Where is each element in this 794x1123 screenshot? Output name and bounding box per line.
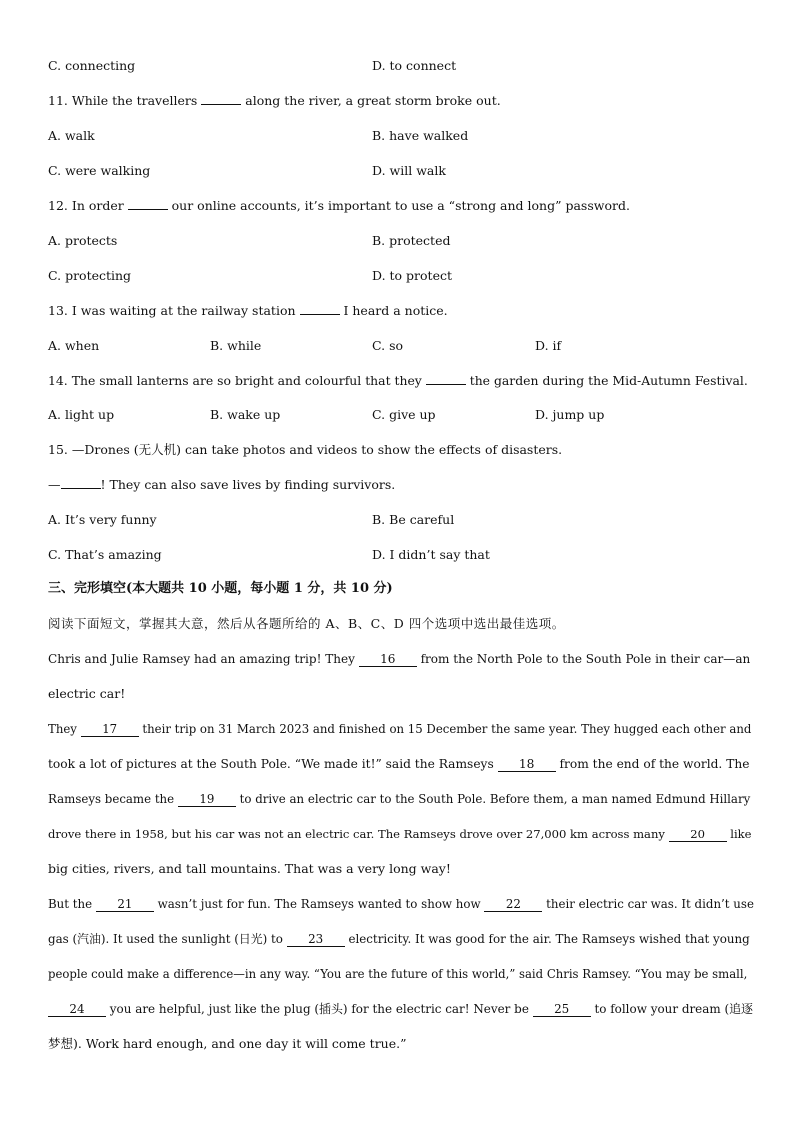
passage-text: drove there in 1958, but his car was not an electric car. The Ramseys drove over 27,000 km across many [48, 827, 669, 841]
cloze-blank-20: 20 [669, 827, 727, 842]
q11-option-d[interactable]: D. will walk [372, 163, 446, 178]
passage-text: you are helpful, just like the plug (插头) for the electric car! Never be [106, 1002, 533, 1016]
question-text: the garden during the Mid-Autumn Festival. [465, 373, 748, 388]
passage-text: They [48, 722, 81, 736]
passage-line: big cities, rivers, and tall mountains. That was a very long way! [48, 861, 451, 876]
passage-line [48, 1001, 753, 1017]
cloze-blank-22: 22 [484, 897, 542, 912]
q11-option-a[interactable]: A. walk [48, 128, 95, 143]
passage-text: Ramseys became the [48, 792, 178, 806]
answer-blank [128, 209, 168, 210]
passage-text: from the end of the world. The [555, 757, 750, 771]
passage-text: wasn’t just for fun. The Ramseys wanted to show how [153, 897, 485, 911]
passage-text: from the North Pole to the South Pole in their car—an [416, 652, 751, 666]
passage-line [48, 931, 748, 947]
cloze-blank-16: 16 [359, 652, 417, 667]
passage-text: their trip on 31 March 2023 and finished on 15 December the same year. They hugged each other and [138, 722, 752, 736]
question-15-reply [48, 477, 748, 493]
question-text: While the travellers [71, 93, 202, 108]
passage-text: their electric car was. It didn’t use [542, 897, 754, 911]
question-text: along the river, a great storm broke out. [241, 93, 501, 108]
passage-line [48, 826, 752, 842]
dash: — [48, 477, 61, 492]
q10-option-d[interactable]: D. to connect [372, 58, 457, 73]
q12-option-b[interactable]: B. protected [372, 233, 451, 248]
cloze-blank-19: 19 [178, 792, 236, 807]
question-number: 14. [48, 373, 68, 388]
question-15 [48, 442, 748, 458]
question-text: I was waiting at the railway station [71, 303, 300, 318]
q15-option-b[interactable]: B. Be careful [372, 512, 455, 527]
q11-option-c[interactable]: C. were walking [48, 163, 151, 178]
q13-option-c[interactable]: C. so [372, 338, 404, 353]
passage-line: people could make a difference—in any way. “You are the future of this world,” said Chris Ramsey. “You may be small, [48, 967, 748, 981]
passage-text: to follow your dream (追逐 [590, 1002, 753, 1016]
passage-line [48, 756, 748, 772]
q14-option-d[interactable]: D. jump up [535, 407, 605, 422]
question-text: —Drones (无人机) can take photos and videos to show the effects of disasters. [71, 442, 563, 457]
passage-line [48, 651, 751, 667]
q12-option-c[interactable]: C. protecting [48, 268, 132, 283]
cloze-blank-23: 23 [287, 932, 345, 947]
passage-text: gas (汽油). It used the sunlight (日光) to [48, 932, 287, 946]
q13-option-d[interactable]: D. if [535, 338, 562, 353]
answer-blank [300, 314, 340, 315]
q13-option-a[interactable]: A. when [48, 338, 100, 353]
q11-option-b[interactable]: B. have walked [372, 128, 469, 143]
question-13 [48, 303, 748, 319]
passage-line [48, 721, 752, 737]
question-number: 13. [48, 303, 68, 318]
question-text: I heard a notice. [339, 303, 448, 318]
q10-option-c[interactable]: C. connecting [48, 58, 136, 73]
passage-text: electricity. It was good for the air. The Ramseys wished that young [344, 932, 750, 946]
question-12 [48, 198, 748, 214]
question-14 [48, 373, 748, 389]
q14-option-a[interactable]: A. light up [48, 407, 115, 422]
passage-text: like [726, 827, 752, 841]
cloze-blank-21: 21 [96, 897, 154, 912]
q12-option-a[interactable]: A. protects [48, 233, 118, 248]
section-instruction: 阅读下面短文，掌握其大意，然后从各题所给的 A、B、C、D 四个选项中选出最佳选项。 [48, 616, 565, 631]
cloze-blank-24: 24 [48, 1002, 106, 1017]
q13-option-b[interactable]: B. while [210, 338, 262, 353]
question-text: ! They can also save lives by finding survivors. [100, 477, 396, 492]
answer-blank [426, 384, 466, 385]
passage-text: Chris and Julie Ramsey had an amazing trip! They [48, 652, 359, 666]
q15-option-a[interactable]: A. It’s very funny [48, 512, 157, 527]
q14-option-b[interactable]: B. wake up [210, 407, 281, 422]
passage-line [48, 896, 754, 912]
question-text: our online accounts, it’s important to use a “strong and long” password. [167, 198, 630, 213]
passage-text: to drive an electric car to the South Pole. Before them, a man named Edmund Hillary [235, 792, 751, 806]
q14-option-c[interactable]: C. give up [372, 407, 436, 422]
passage-line: 梦想). Work hard enough, and one day it will come true.” [48, 1036, 407, 1051]
passage-line: electric car! [48, 686, 126, 701]
passage-line [48, 791, 751, 807]
q15-option-d[interactable]: D. I didn’t say that [372, 547, 490, 562]
q12-option-d[interactable]: D. to protect [372, 268, 452, 283]
question-number: 15. [48, 442, 68, 457]
question-number: 11. [48, 93, 68, 108]
cloze-blank-25: 25 [533, 1002, 591, 1017]
q15-option-c[interactable]: C. That’s amazing [48, 547, 162, 562]
cloze-blank-18: 18 [498, 757, 556, 772]
passage-text: But the [48, 897, 96, 911]
cloze-blank-17: 17 [81, 722, 139, 737]
question-11 [48, 93, 748, 109]
answer-blank [61, 488, 101, 489]
passage-text: took a lot of pictures at the South Pole. “We made it!” said the Ramseys [48, 757, 498, 771]
answer-blank [201, 104, 241, 105]
question-text: The small lanterns are so bright and colourful that they [71, 373, 426, 388]
section-title: 三、完形填空(本大题共 10 小题，每小题 1 分，共 10 分) [48, 581, 393, 596]
question-number: 12. [48, 198, 68, 213]
question-text: In order [71, 198, 128, 213]
